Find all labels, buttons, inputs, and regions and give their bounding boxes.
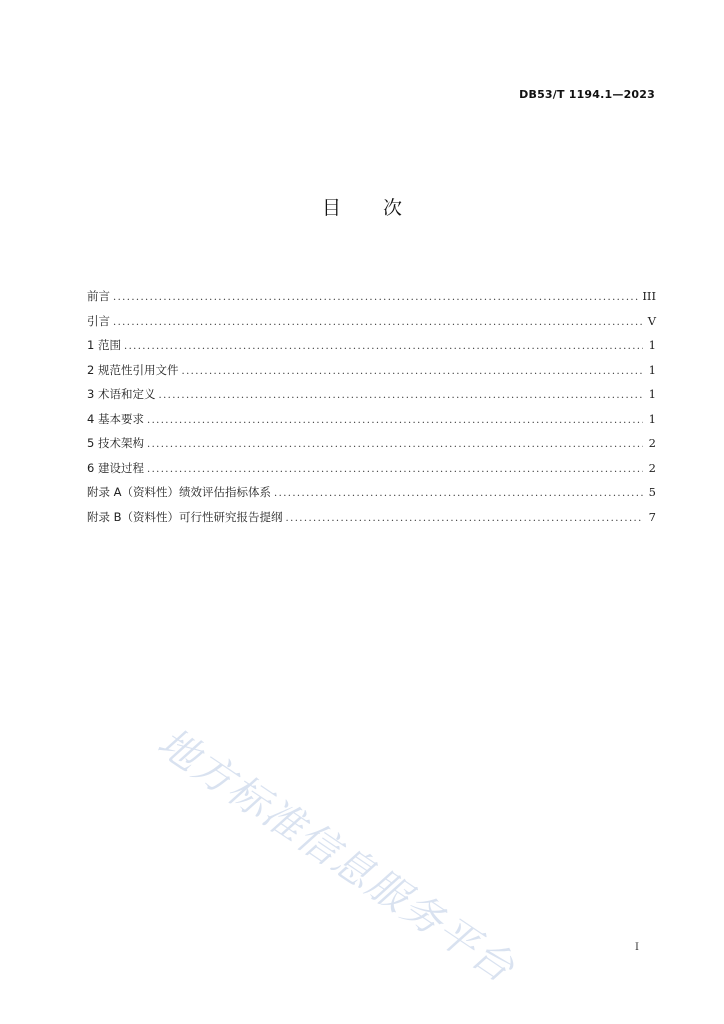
- toc-entry-page: 1: [648, 387, 656, 401]
- toc-entry-appendix-b[interactable]: [87, 509, 656, 534]
- toc-entry-label: 1 范围: [87, 338, 121, 352]
- toc-entry-label: 6 建设过程: [87, 460, 144, 475]
- page-number: I: [635, 942, 639, 953]
- toc-entry-page: 1: [648, 338, 656, 352]
- toc-entry-normative-references[interactable]: [87, 362, 656, 387]
- toc-entry-label: 4 基本要求: [87, 411, 144, 426]
- toc-dot-leader: [113, 292, 639, 303]
- toc-entry-construction-process[interactable]: [87, 460, 656, 485]
- toc-entry-scope[interactable]: [87, 337, 656, 362]
- toc-entry-page: 5: [648, 485, 656, 499]
- toc-entry-label: 附录 B（资料性）可行性研究报告提纲: [87, 509, 283, 524]
- toc-entry-page: III: [642, 289, 656, 303]
- toc-dot-leader: [274, 488, 643, 499]
- toc-entry-label: 3 术语和定义: [87, 387, 156, 401]
- toc-entry-label: 附录 A（资料性）绩效评估指标体系: [87, 485, 272, 499]
- toc-entry-technical-architecture[interactable]: [87, 435, 656, 460]
- toc-entry-label: 前言: [87, 289, 110, 303]
- toc-entry-label: 5 技术架构: [87, 436, 144, 450]
- toc-entry-page: 2: [648, 436, 656, 450]
- watermark: 地方标准信息服务平台: [149, 719, 524, 993]
- table-of-contents: [87, 288, 656, 533]
- toc-title: 目 次: [321, 197, 421, 219]
- toc-entry-page: 1: [648, 411, 656, 426]
- toc-entry-basic-requirements[interactable]: [87, 411, 656, 436]
- toc-dot-leader: [181, 366, 643, 377]
- toc-dot-leader: [147, 439, 643, 450]
- toc-entry-terms-definitions[interactable]: [87, 386, 656, 411]
- toc-dot-leader: [147, 464, 643, 475]
- toc-entry-foreword[interactable]: [87, 288, 656, 313]
- toc-entry-introduction[interactable]: [87, 313, 656, 338]
- toc-entry-appendix-a[interactable]: [87, 484, 656, 509]
- toc-dot-leader: [113, 317, 643, 328]
- toc-entry-page: 7: [648, 509, 656, 524]
- toc-dot-leader: [286, 513, 643, 524]
- document-code: DB53/T 1194.1—2023: [519, 88, 655, 101]
- toc-entry-page: 2: [648, 460, 656, 475]
- toc-entry-page: 1: [648, 362, 656, 377]
- toc-entry-page: V: [647, 313, 656, 328]
- toc-dot-leader: [158, 390, 643, 401]
- toc-dot-leader: [124, 341, 643, 352]
- toc-entry-label: 引言: [87, 313, 110, 328]
- toc-entry-label: 2 规范性引用文件: [87, 362, 179, 377]
- toc-dot-leader: [147, 415, 643, 426]
